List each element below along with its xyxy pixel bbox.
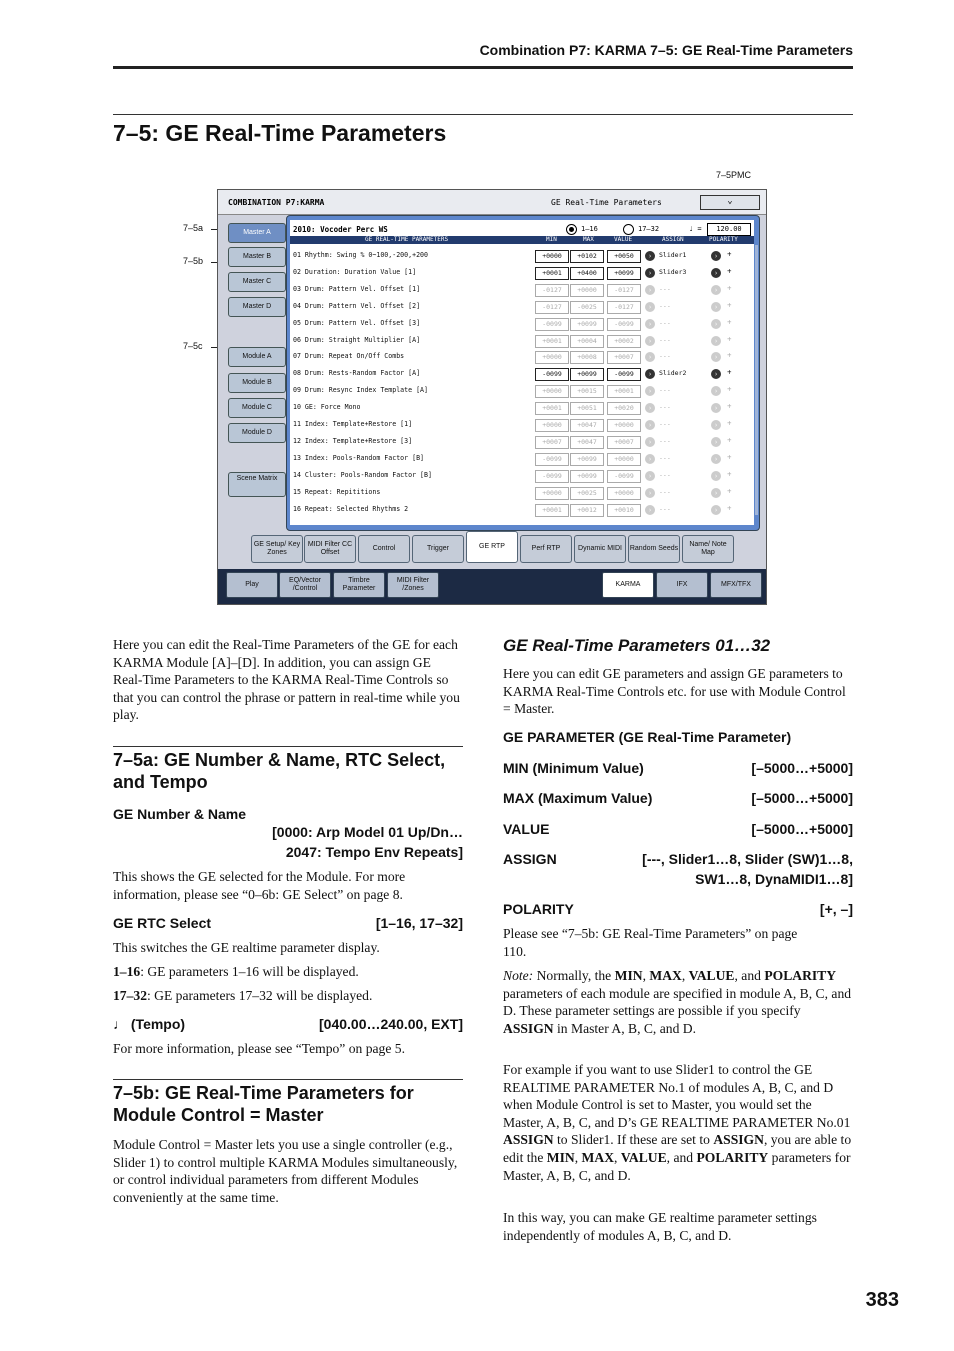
param-name: 06 Drum: Straight Multiplier [A] bbox=[293, 335, 421, 344]
side-button-module-a[interactable]: Module A bbox=[228, 347, 286, 367]
note-label: Note: bbox=[503, 968, 534, 983]
assign-value: --- bbox=[659, 470, 671, 479]
note-bold: ASSIGN bbox=[503, 1020, 554, 1036]
max-value[interactable]: +0099 bbox=[570, 368, 604, 381]
max-range: [–5000…+5000] bbox=[751, 790, 853, 806]
tab-midi-filter-cc[interactable]: MIDI Filter CC Offset bbox=[304, 535, 356, 563]
polarity-popup-icon[interactable]: › bbox=[711, 437, 721, 447]
value-field[interactable]: -0099 bbox=[607, 470, 641, 483]
assign-value: Slider1 bbox=[659, 251, 687, 259]
min-range: [–5000…+5000] bbox=[751, 760, 853, 776]
min-value[interactable]: +0001 bbox=[535, 335, 569, 348]
param-name: 01 Rhythm: Swing % 0~100,-200,+200 bbox=[293, 251, 428, 259]
assign-value: Slider2 bbox=[659, 369, 687, 378]
value-field[interactable]: +0010 bbox=[607, 504, 641, 517]
param-name: 09 Drum: Resync Index Template [A] bbox=[293, 386, 428, 395]
ge-number-range-1: [0000: Arp Model 01 Up/Dn… bbox=[272, 824, 463, 840]
note-bold: MIN bbox=[614, 968, 643, 983]
max-value[interactable]: +0004 bbox=[570, 335, 604, 348]
assign-value: --- bbox=[659, 487, 671, 496]
max-value[interactable]: +0099 bbox=[570, 318, 604, 331]
value-field[interactable]: -0099 bbox=[607, 318, 641, 331]
min-value[interactable]: +0000 bbox=[535, 351, 569, 364]
assign-popup-icon[interactable]: › bbox=[645, 352, 655, 362]
assign-value: --- bbox=[659, 504, 671, 513]
note-text: Normally, the bbox=[533, 968, 615, 983]
rtc-select-range: [1–16, 17–32] bbox=[375, 915, 463, 931]
figure-ref-label: 7–5PMC bbox=[716, 170, 752, 180]
parameter-row[interactable] bbox=[291, 501, 751, 518]
ge-parameter-label: GE PARAMETER (GE Real-Time Parameter) bbox=[503, 729, 792, 745]
screen-page-name: GE Real-Time Parameters bbox=[551, 198, 662, 207]
page-menu-button[interactable] bbox=[700, 195, 760, 210]
example-bold: MIN bbox=[546, 1149, 575, 1165]
assign-popup-icon[interactable]: › bbox=[645, 302, 655, 312]
value-range: [–5000…+5000] bbox=[751, 821, 853, 837]
value-field[interactable]: -0127 bbox=[607, 301, 641, 314]
assign-popup-icon[interactable]: › bbox=[645, 369, 655, 379]
parameter-row[interactable] bbox=[291, 264, 751, 281]
parameter-row[interactable] bbox=[291, 484, 751, 501]
param-name: 13 Index: Pools-Random Factor [B] bbox=[293, 453, 425, 462]
param-name: 15 Repeat: Repititions bbox=[293, 487, 381, 496]
min-value[interactable]: +0001 bbox=[535, 402, 569, 415]
rtc-option-2-key: 17–32 bbox=[113, 988, 147, 1003]
tab-control[interactable]: Control bbox=[358, 535, 410, 563]
side-button-module-b[interactable]: Module B bbox=[228, 373, 286, 393]
bottom-tab-ifx[interactable]: IFX bbox=[656, 572, 708, 598]
note-text: , bbox=[642, 968, 650, 983]
polarity-popup-icon[interactable]: › bbox=[711, 352, 721, 362]
assign-range-2: SW1…8, DynaMIDI1…8] bbox=[695, 871, 853, 887]
assign-popup-icon[interactable]: › bbox=[645, 437, 655, 447]
tempo-param-desc: For more information, please see “Tempo” on page 5. bbox=[113, 1041, 405, 1056]
polarity-value: + bbox=[727, 250, 732, 259]
example-text: parameters for Master, A, B, C, and D. bbox=[503, 1149, 851, 1183]
page-title: 7–5: GE Real-Time Parameters bbox=[113, 120, 447, 146]
example-bold: ASSIGN bbox=[503, 1132, 554, 1148]
example-text: , and bbox=[666, 1149, 697, 1165]
parameter-row[interactable] bbox=[291, 416, 751, 433]
parameter-row[interactable] bbox=[291, 365, 751, 382]
section-b-desc: Module Control = Master lets you use a single controller (e.g., Slider 1) to control multiple KARMA Modules simultaneously, or control individual parameters from different Modules conveniently at the same time. bbox=[113, 1137, 458, 1205]
polarity-popup-icon[interactable]: › bbox=[711, 336, 721, 346]
polarity-popup-icon[interactable]: › bbox=[711, 386, 721, 396]
param-name: 03 Drum: Pattern Vel. Offset [1] bbox=[293, 284, 421, 293]
note-text: in Master A, B, C, and D. bbox=[553, 1020, 696, 1036]
side-button-module-d[interactable]: Module D bbox=[228, 423, 286, 443]
col-polarity: POLARITY bbox=[709, 236, 738, 243]
assign-popup-icon[interactable]: › bbox=[645, 488, 655, 498]
assign-popup-icon[interactable]: › bbox=[645, 420, 655, 430]
ge-header-row bbox=[290, 222, 754, 236]
note-text: , and bbox=[734, 968, 765, 983]
value-field[interactable]: +0002 bbox=[607, 335, 641, 348]
rtc-option-1-text: : GE parameters 1–16 will be displayed. bbox=[140, 964, 359, 979]
col-assign: ASSIGN bbox=[662, 236, 684, 243]
example-text: For example if you want to use Slider1 to control the GE REALTIME PARAMETER No.1 of modules A, B, C, and D when Module Control is set to Master, you would set the Master, A, B, C, and D’s GE REALTIME PARAMETER No.01 bbox=[503, 1062, 851, 1130]
polarity-value: + bbox=[727, 351, 732, 361]
polarity-value: + bbox=[727, 334, 732, 344]
note-text: , bbox=[681, 968, 689, 983]
tab-name-note-map[interactable]: Name/ Note Map bbox=[682, 535, 734, 563]
assign-value: Slider3 bbox=[659, 267, 687, 276]
value-field[interactable]: +0099 bbox=[607, 267, 641, 280]
final-paragraph: In this way, you can make GE realtime parameter settings independently of modules A, B, C, and D. bbox=[503, 1210, 817, 1243]
parameter-row[interactable] bbox=[291, 332, 751, 349]
tab-random-seeds[interactable]: Random Seeds bbox=[628, 535, 680, 563]
col-min: MIN bbox=[546, 236, 557, 243]
polarity-popup-icon[interactable]: › bbox=[711, 403, 721, 413]
rtc-option-2-text: : GE parameters 17–32 will be displayed. bbox=[146, 988, 373, 1003]
radio-1-16[interactable] bbox=[566, 224, 577, 235]
assign-popup-icon[interactable]: › bbox=[645, 251, 655, 261]
col-value: VALUE bbox=[614, 236, 633, 243]
section-b-title: 7–5b: GE Real-Time Parameters for Module Control = Master bbox=[113, 1083, 414, 1125]
col-max: MAX bbox=[583, 236, 594, 243]
assign-value: --- bbox=[659, 453, 671, 462]
min-value[interactable]: +0001 bbox=[535, 267, 569, 280]
example-paragraph bbox=[503, 1061, 853, 1184]
running-header: Combination P7: KARMA 7–5: GE Real-Time Parameters bbox=[479, 42, 853, 58]
ge-number-range-2: 2047: Tempo Env Repeats] bbox=[285, 844, 463, 860]
tab-ge-rtp[interactable]: GE RTP bbox=[466, 531, 518, 563]
polarity-value: + bbox=[727, 368, 732, 378]
polarity-value: + bbox=[727, 266, 732, 276]
tempo-param-range: [040.00…240.00, EXT] bbox=[319, 1016, 463, 1032]
intro-paragraph: Here you can edit the Real-Time Parameters of the GE for each KARMA Module [A]–[D]. In addition, you can assign GE Real-Time Parameters to the KARMA Real-Time Controls so that you can control the phrase or pattern in real-time while you play. bbox=[113, 637, 460, 723]
assign-value: --- bbox=[659, 284, 671, 293]
note-paragraph bbox=[503, 967, 853, 1037]
max-value[interactable]: +0047 bbox=[570, 419, 604, 432]
rtc-option-1 bbox=[113, 963, 463, 981]
min-value[interactable]: -0099 bbox=[535, 470, 569, 483]
rtc-select-label: GE RTC Select bbox=[113, 915, 212, 931]
page-number: 383 bbox=[865, 1289, 899, 1311]
polarity-value: + bbox=[727, 385, 732, 395]
polarity-value: + bbox=[727, 469, 732, 479]
param-name: 07 Drum: Repeat On/Off Combs bbox=[293, 352, 405, 361]
side-button-scene-matrix[interactable]: Scene Matrix bbox=[228, 472, 286, 497]
parameter-row[interactable] bbox=[291, 450, 751, 467]
polarity-value: + bbox=[727, 503, 732, 513]
assign-value: --- bbox=[659, 301, 671, 310]
max-label: MAX (Maximum Value) bbox=[503, 790, 653, 806]
parameter-row[interactable] bbox=[291, 348, 751, 365]
polarity-popup-icon[interactable]: › bbox=[711, 369, 721, 379]
parameter-row[interactable] bbox=[291, 467, 751, 484]
callout-7-5b: 7–5b bbox=[183, 256, 204, 266]
polarity-value: + bbox=[727, 486, 732, 496]
example-bold: VALUE bbox=[620, 1149, 667, 1165]
ge-name[interactable]: 2010: Vocoder Perc WS bbox=[293, 225, 388, 234]
param-name: 14 Cluster: Pools-Random Factor [B] bbox=[293, 470, 432, 479]
example-bold: POLARITY bbox=[696, 1149, 769, 1165]
max-value[interactable]: +0008 bbox=[570, 351, 604, 364]
min-value[interactable]: +0000 bbox=[535, 419, 569, 432]
subsection-title: GE Real-Time Parameters 01…32 bbox=[503, 636, 771, 655]
polarity-popup-icon[interactable]: › bbox=[711, 454, 721, 464]
param-name: 02 Duration: Duration Value [1] bbox=[293, 267, 417, 276]
assign-popup-icon[interactable]: › bbox=[645, 403, 655, 413]
value-field[interactable]: +0000 bbox=[607, 453, 641, 466]
polarity-value: + bbox=[727, 435, 732, 445]
polarity-value: + bbox=[727, 283, 732, 293]
assign-value: --- bbox=[659, 403, 671, 412]
parameter-row[interactable] bbox=[291, 281, 751, 298]
min-value[interactable]: -0127 bbox=[535, 284, 569, 297]
polarity-value: + bbox=[727, 317, 732, 327]
assign-popup-icon[interactable]: › bbox=[645, 505, 655, 515]
assign-value: --- bbox=[659, 386, 671, 395]
min-value[interactable]: +0001 bbox=[535, 504, 569, 517]
example-text: , bbox=[614, 1149, 621, 1165]
note-bold: POLARITY bbox=[764, 968, 837, 983]
polarity-value: + bbox=[727, 452, 732, 462]
polarity-value: + bbox=[727, 300, 732, 310]
karma-screenshot bbox=[217, 189, 767, 605]
subsection-desc: Here you can edit GE parameters and assign GE parameters to KARMA Real-Time Controls etc. for use with Module Control = Master. bbox=[503, 666, 846, 717]
assign-popup-icon[interactable]: › bbox=[645, 319, 655, 329]
section-b-rule bbox=[113, 1079, 463, 1080]
side-button-master-c[interactable]: Master C bbox=[228, 272, 286, 292]
side-button-module-c[interactable]: Module C bbox=[228, 398, 286, 418]
tempo-label: ♩ = bbox=[689, 225, 702, 233]
min-value[interactable]: -0099 bbox=[535, 368, 569, 381]
polarity-popup-icon[interactable]: › bbox=[711, 420, 721, 430]
param-name: 16 Repeat: Selected Rhythms 2 bbox=[293, 504, 409, 513]
value-field[interactable]: +0000 bbox=[607, 487, 641, 500]
see-reference: Please see “7–5b: GE Real-Time Parameters” on page 110. bbox=[503, 926, 798, 959]
side-button-master-b[interactable]: Master B bbox=[228, 247, 286, 267]
min-value[interactable]: -0099 bbox=[535, 453, 569, 466]
tab-ge-setup[interactable]: GE Setup/ Key Zones bbox=[251, 535, 303, 563]
example-bold: ASSIGN bbox=[713, 1132, 764, 1148]
side-button-master-d[interactable]: Master D bbox=[228, 297, 286, 317]
example-bold: MAX bbox=[581, 1149, 615, 1165]
polarity-value: + bbox=[727, 419, 732, 428]
max-value[interactable]: +0400 bbox=[570, 267, 604, 280]
polarity-popup-icon[interactable]: › bbox=[711, 319, 721, 329]
polarity-range: [+, –] bbox=[819, 901, 853, 917]
polarity-popup-icon[interactable]: › bbox=[711, 471, 721, 481]
parameter-row[interactable] bbox=[291, 382, 751, 399]
value-label: VALUE bbox=[503, 821, 550, 837]
side-button-master-a[interactable]: Master A bbox=[228, 223, 286, 243]
param-name: 05 Drum: Pattern Vel. Offset [3] bbox=[293, 318, 421, 327]
min-value[interactable]: +0007 bbox=[535, 436, 569, 449]
rtc-option-1-key: 1–16 bbox=[113, 964, 141, 979]
radio-1-16-label: 1–16 bbox=[581, 225, 598, 233]
parameter-row[interactable] bbox=[291, 247, 751, 264]
callout-7-5a: 7–5a bbox=[183, 223, 204, 233]
radio-17-32-label: 17–32 bbox=[638, 225, 660, 233]
max-value[interactable]: +0102 bbox=[570, 250, 604, 263]
example-text: , bbox=[574, 1149, 582, 1165]
value-field[interactable]: -0099 bbox=[607, 368, 641, 381]
example-text: to Slider1. If these are set to bbox=[553, 1132, 714, 1148]
value-field[interactable]: +0000 bbox=[607, 419, 641, 432]
max-value[interactable]: +0015 bbox=[570, 385, 604, 398]
tab-trigger[interactable]: Trigger bbox=[412, 535, 464, 563]
value-field[interactable]: +0020 bbox=[607, 402, 641, 415]
max-value[interactable]: +0012 bbox=[570, 504, 604, 517]
value-field[interactable]: +0007 bbox=[607, 351, 641, 364]
bottom-tab-eq-vector[interactable]: EQ/Vector /Control bbox=[279, 572, 331, 598]
parameter-row[interactable] bbox=[291, 298, 751, 315]
min-value[interactable]: -0127 bbox=[535, 301, 569, 314]
rtc-option-2 bbox=[113, 987, 463, 1005]
tempo-param-label: ♩ (Tempo) bbox=[113, 1016, 186, 1032]
header-rule bbox=[113, 66, 853, 69]
parameter-row[interactable] bbox=[291, 433, 751, 450]
parameter-row[interactable] bbox=[291, 315, 751, 332]
assign-range-1: [---, Slider1…8, Slider (SW)1…8, bbox=[642, 851, 853, 867]
tab-dynamic-midi[interactable]: Dynamic MIDI bbox=[574, 535, 626, 563]
value-field[interactable]: +0001 bbox=[607, 385, 641, 398]
ge-number-desc: This shows the GE selected for the Module. For more information, please see “0–6b: GE Select” on page 8. bbox=[113, 869, 406, 902]
polarity-popup-icon[interactable]: › bbox=[711, 488, 721, 498]
max-value[interactable]: +0000 bbox=[570, 284, 604, 297]
polarity-popup-icon[interactable]: › bbox=[711, 302, 721, 312]
polarity-value: + bbox=[727, 402, 732, 412]
value-field[interactable]: +0007 bbox=[607, 436, 641, 449]
max-value[interactable]: +0099 bbox=[570, 470, 604, 483]
assign-popup-icon[interactable]: › bbox=[645, 471, 655, 481]
parameter-row[interactable] bbox=[291, 399, 751, 416]
param-name: 10 GE: Force Mono bbox=[293, 403, 361, 412]
note-bold: VALUE bbox=[688, 968, 735, 983]
ge-number-label: GE Number & Name bbox=[113, 806, 247, 822]
assign-value: --- bbox=[659, 352, 671, 361]
polarity-popup-icon[interactable]: › bbox=[711, 285, 721, 295]
value-field[interactable]: -0127 bbox=[607, 284, 641, 297]
bottom-tab-midi-filter[interactable]: MIDI Filter /Zones bbox=[387, 572, 439, 598]
value-field[interactable]: +0050 bbox=[607, 250, 641, 263]
note-text: parameters of each module are specified in module A, B, C, and D. These parameter settings are possible if you specify bbox=[503, 985, 852, 1019]
max-value[interactable]: +0047 bbox=[570, 436, 604, 449]
max-value[interactable]: +0025 bbox=[570, 487, 604, 500]
assign-value: --- bbox=[659, 436, 671, 445]
assign-popup-icon[interactable]: › bbox=[645, 268, 655, 278]
param-name: 04 Drum: Pattern Vel. Offset [2] bbox=[293, 301, 421, 310]
bottom-tab-timbre[interactable]: Timbre Parameter bbox=[333, 572, 385, 598]
min-value[interactable]: +0000 bbox=[535, 250, 569, 263]
screen-window-title: COMBINATION P7:KARMA bbox=[228, 198, 325, 207]
rtc-select-desc: This switches the GE realtime parameter display. bbox=[113, 940, 380, 955]
assign-popup-icon[interactable]: › bbox=[645, 285, 655, 295]
column-header-bar bbox=[290, 236, 754, 244]
min-value[interactable]: +0000 bbox=[535, 385, 569, 398]
chevron-down-icon: ⌄ bbox=[727, 196, 733, 206]
polarity-popup-icon[interactable]: › bbox=[711, 505, 721, 515]
param-name: 12 Index: Template+Restore [3] bbox=[293, 436, 413, 445]
title-rule bbox=[113, 114, 853, 115]
assign-popup-icon[interactable]: › bbox=[645, 336, 655, 346]
param-name: 08 Drum: Rests-Random Factor [A] bbox=[293, 369, 421, 378]
callout-7-5c: 7–5c bbox=[183, 341, 203, 351]
polarity-popup-icon[interactable]: › bbox=[711, 251, 721, 261]
max-value[interactable]: +0099 bbox=[570, 453, 604, 466]
example-text: , you are able to edit the bbox=[503, 1132, 852, 1165]
note-bold: MAX bbox=[649, 968, 682, 983]
param-name: 11 Index: Template+Restore [1] bbox=[293, 420, 413, 428]
max-value[interactable]: +0051 bbox=[570, 402, 604, 415]
bottom-tab-mfx-tfx[interactable]: MFX/TFX bbox=[710, 572, 762, 598]
min-value[interactable]: -0099 bbox=[535, 318, 569, 331]
max-value[interactable]: -0025 bbox=[570, 301, 604, 314]
min-value[interactable]: +0000 bbox=[535, 487, 569, 500]
assign-value: --- bbox=[659, 420, 671, 428]
assign-popup-icon[interactable]: › bbox=[645, 454, 655, 464]
radio-17-32[interactable] bbox=[623, 224, 634, 235]
assign-label: ASSIGN bbox=[503, 851, 557, 867]
polarity-popup-icon[interactable]: › bbox=[711, 268, 721, 278]
assign-value: --- bbox=[659, 335, 671, 344]
tab-perf-rtp[interactable]: Perf RTP bbox=[520, 535, 572, 563]
assign-value: --- bbox=[659, 318, 671, 327]
bottom-tab-play[interactable]: Play bbox=[226, 572, 278, 598]
bottom-tab-karma[interactable]: KARMA bbox=[602, 572, 654, 598]
polarity-label: POLARITY bbox=[503, 901, 574, 917]
scrollbar[interactable] bbox=[755, 245, 758, 515]
screen-title-bar bbox=[218, 190, 766, 215]
min-label: MIN (Minimum Value) bbox=[503, 760, 644, 776]
col-title: GE REAL-TIME PARAMETERS bbox=[365, 236, 449, 243]
assign-popup-icon[interactable]: › bbox=[645, 386, 655, 396]
section-a-rule bbox=[113, 746, 463, 747]
tempo-value[interactable]: 120.00 bbox=[707, 223, 751, 236]
section-a-title: 7–5a: GE Number & Name, RTC Select, and Tempo bbox=[113, 750, 446, 792]
